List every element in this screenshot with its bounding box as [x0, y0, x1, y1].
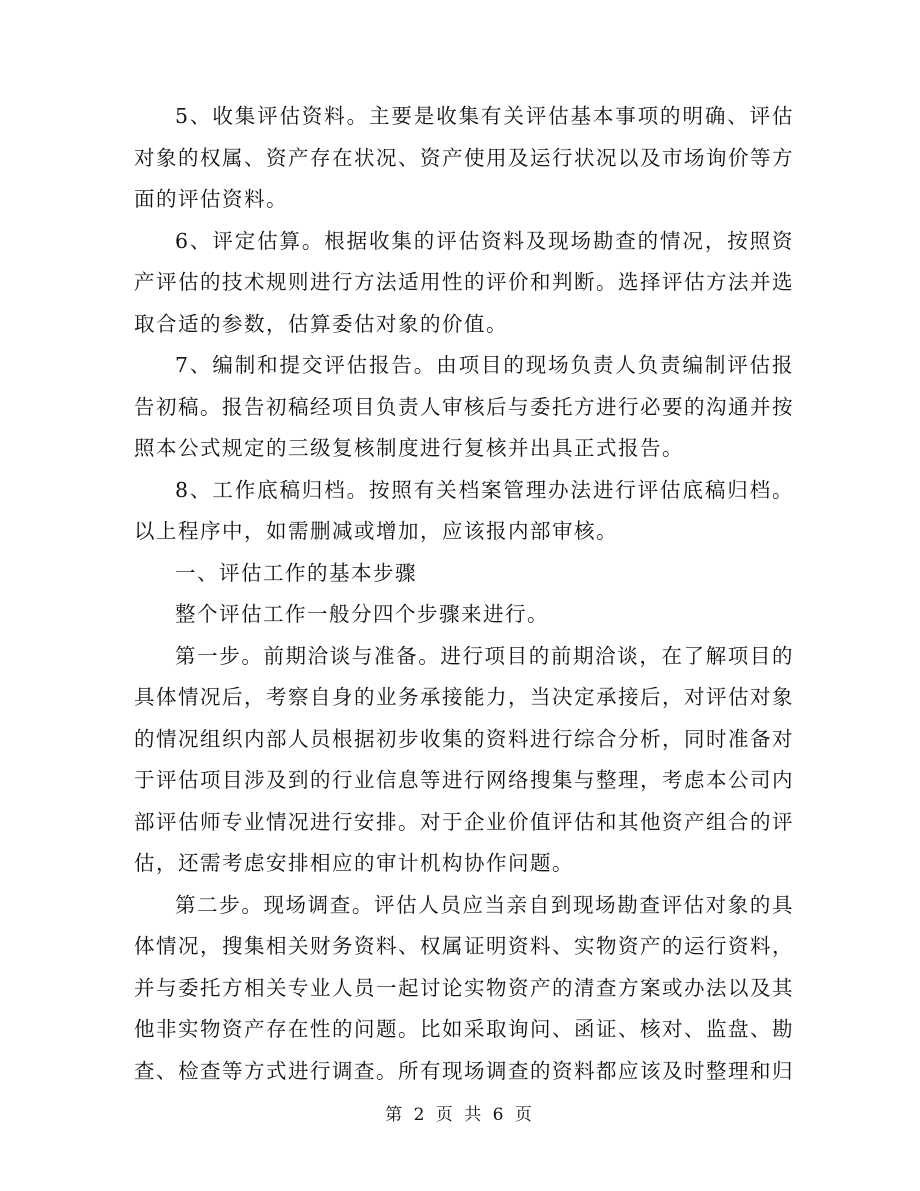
page-number-footer: 第 2 页 共 6 页: [385, 1105, 535, 1125]
paragraph-step-5: 5、收集评估资料。主要是收集有关评估基本事项的明确、评估对象的权属、资产存在状况、资产使用及运行状况以及市场询价等方面的评估资料。: [134, 104, 794, 211]
paragraph-step-8: 8、工作底稿归档。按照有关档案管理办法进行评估底稿归档。以上程序中，如需删减或增加，应该报内部审核。: [134, 477, 794, 543]
paragraph-second-step: 第二步。现场调查。评估人员应当亲自到现场勘查评估对象的具体情况，搜集相关财务资料、权属证明资料、实物资产的运行资料，并与委托方相关专业人员一起讨论实物资产的清查方案或办法以及其他非实物资产存在性的问题。比如采取询问、函证、核对、监盘、勘查、检查等方式进行调查。所有现场调查的资料都应该及时整理和归: [134, 892, 794, 1083]
paragraph-step-6: 6、评定估算。根据收集的评估资料及现场勘查的情况，按照资产评估的技术规则进行方法适用性的评价和判断。选择评估方法并选取合适的参数，估算委估对象的价值。: [134, 228, 794, 336]
section-heading: 一、评估工作的基本步骤: [175, 560, 417, 585]
paragraph-overview: 整个评估工作一般分四个步骤来进行。: [175, 602, 549, 626]
paragraph-step-7: 7、编制和提交评估报告。由项目的现场负责人负责编制评估报告初稿。报告初稿经项目负责人审核后与委托方进行必要的沟通并按照本公式规定的三级复核制度进行复核并出具正式报告。: [134, 353, 794, 460]
paragraph-first-step: 第一步。前期洽谈与准备。进行项目的前期洽谈，在了解项目的具体情况后，考察自身的业务承接能力，当决定承接后，对评估对象的情况组织内部人员根据初步收集的资料进行综合分析，同时准备对于评估项目涉及到的行业信息等进行网络搜集与整理，考虑本公司内部评估师专业情况进行安排。对于企业价值评估和其他资产组合的评估，还需考虑安排相应的审计机构协作问题。: [134, 643, 794, 875]
document-body: [134, 96, 794, 1092]
